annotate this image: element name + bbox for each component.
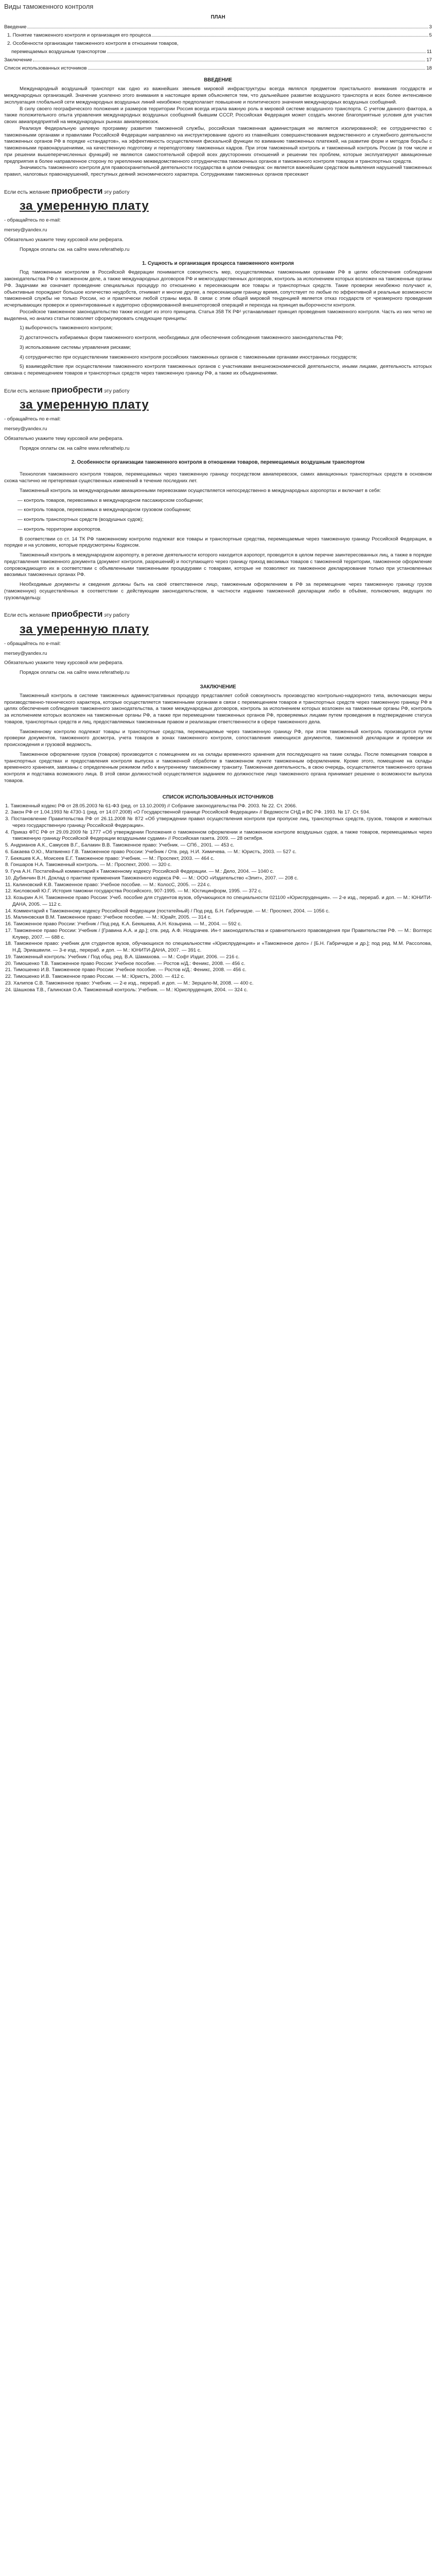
principle-item: 4) сотрудничество при осуществлении таможенного контроля российских таможенных органов с таможенными органами иностранных государств; (20, 354, 357, 360)
promo-prefix: Если есть желание (4, 388, 50, 394)
source-item: 13. Козырин А.Н. Таможенное право России: Учеб. пособие для студентов вузов, обучающихся по специальности 021100 «Юриспруденция». — 2-е изд., перераб. и доп. — М.: ЮНИТИ-ДАНА, 2005. — 112 с. (5, 895, 432, 907)
promo-email-link[interactable]: mersey@yandex.ru (4, 650, 47, 656)
promo-keyword: приобрести (51, 384, 103, 395)
source-item: 4. Приказ ФТС РФ от 29.09.2009 № 1777 «Об утверждении Положения о таможенном оформлении и таможенном контроле воздушных судов, а также товаров, перемещаемых через таможенную границу Российской Федерации воздушными судами» // Российская газета. 2009. — 28 октября. (5, 829, 432, 842)
section2-paragraph: В соответствии со ст. 14 ТК РФ таможенному контролю подлежат все товары и транспортные средства, перемещаемые через таможенную границу Российской Федерации, в порядке и на условиях, которые предусмотрены Кодексом. (4, 536, 432, 549)
intro-paragraph: Значимость таможенного контроля для правоохранительной деятельности государства в целом очевидна: он является важнейшим средством выявления нарушений таможенных правил, налоговых правонарушений, преступных деяний экономического характера. Сотрудниками таможенных органов пресекают (4, 165, 432, 178)
promo-topic-note: Обязательно укажите тему курсовой или реферата. (4, 660, 124, 666)
source-item: 9. Гуча А.Н. Постатейный комментарий к Таможенному кодексу Российской Федерации. — М.: Дело, 2004. — 1040 с. (5, 869, 274, 875)
section1-paragraph: Российское таможенное законодательство также исходит из этого принципа. Статья 358 ТК РФ¹ устанавливает принцип проведения таможенного контроля. Часть из них четко не выделена, но анализ статьи позволяет сформулировать следующие принципы: (4, 309, 432, 321)
promo-email-link[interactable]: mersey@yandex.ru (4, 227, 47, 233)
principle-item: 2) достаточность избираемых форм таможенного контроля, необходимых для обеспечения соблюдения таможенного законодательства РФ; (20, 335, 343, 341)
conclusion-paragraph: Таможенное оформление грузов (товаров) производится с помещением их на склады временного хранения для последующего на такие склады. После помещения товаров в транспортных средствах и предоставления контроля выпуска и таможенной обработки в таможенном пункте таможенным оформлением. Кроме этого, помещение на склады временного хранения, завязаны с определенным режимом либо к внутреннему таможенному транзиту. Таможенная деятельность, в свою очередь, осуществляется таможенного органа контроля и подставка возможного лица. В этой связи должностной осуществляется заданием по должностное лицо таможенного органа принимает решение о возможности выпуска товаров. (4, 751, 432, 784)
toc-page-number: 3 (429, 24, 432, 30)
promo-price-line: за умеренную плату (20, 622, 149, 636)
intro-heading: ВВЕДЕНИЕ (204, 77, 232, 83)
section1-heading: 1. Сущность и организация процесса таможенного контроля (142, 261, 294, 267)
sources-heading: СПИСОК ИСПОЛЬЗОВАННЫХ ИСТОЧНИКОВ (162, 794, 274, 800)
intro-paragraph: Реализуя Федеральную целевую программу развития таможенной службы, российская таможенная администрация не является изолированной; ее сотрудничество с таможенными органами и правилами Российской Федерации направлено на инструктирование одного из главнейших совершенствования ведомственного и служебного деятельности таможенных органов РФ в порядке «стандартов», на эффективность осуществления фискальной функции по взиманию таможенных платежей, на развитие форм и методов борьбы с таможенными правонарушениями, на качественную подготовку и переподготовку таможенных кадров. При этом таможенный контроль и таможенный контроль России (в том числе и при решении вышеперечисленных функций) не являются самостоятельной сферой всех двусторонних отношений и решении тех проблем, которые эксплуатируют авиационные предприятия в более направленное сторону по укреплению межведомственного сотрудничества таможенных органов и таможенного контроля товаров и транспортных средств. (4, 125, 432, 164)
section2-heading: 2. Особенности организации таможенного контроля в отношении товаров, перемещаемых воздушным транспортом (71, 460, 365, 466)
toc-label: перемещаемых воздушным транспортом (11, 49, 106, 55)
source-item: 18. Таможенное право: учебник для студентов вузов, обучающихся по специальностям «Юриспруденция» и «Таможенное дело» / [Б.Н. Габричидзе и др.]; под ред. М.М. Рассолова, Н.Д. Эриашвили. — 3-е изд., перераб. и доп. — М.: ЮНИТИ-ДАНА, 2007. — 391 с. (5, 941, 432, 954)
promo-payment-link[interactable]: Порядок оплаты см. на сайте www.referathelp.ru (20, 246, 130, 252)
purchase-promo (4, 384, 432, 452)
source-item: 12. Кисловский Ю.Г. История таможни государства Российского, 907-1995. — М.: Юстицинформ, 1995. — 372 с. (5, 888, 263, 894)
source-item: 10. Дубинчин В.Н. Доклад о практике применения Таможенного кодекса РФ. — М.: ООО «Издательство «Элит», 2007. — 208 с. (5, 875, 299, 881)
source-item: 23. Халипов С.В. Таможенное право: Учебник. — 2-е изд., перераб. и доп. — М.: Зерцало-М, 2008. — 400 с. (5, 980, 254, 986)
conclusion-paragraph: Таможенному контролю подлежат товары и транспортные средства, перемещаемые через таможенную границу РФ, при этом таможенный контроль производится путем проверки документов, таможенного досмотра, учета товаров в зонах таможенного контроля, сопоставления имеющихся документов, таможенной декларации и проверки их происхождения и грузовой ведомость. (4, 728, 432, 748)
promo-keyword: приобрести (51, 185, 103, 196)
promo-price-line: за умеренную плату (20, 398, 149, 412)
source-item: 22. Тимошенко И.В. Таможенное право России. — М.: Юристъ, 2000. — 412 с. (5, 974, 185, 980)
conclusion-heading: ЗАКЛЮЧЕНИЕ (200, 684, 236, 690)
toc-row[interactable] (4, 64, 432, 73)
toc-row[interactable] (4, 56, 432, 64)
section2-paragraph: Технология таможенного контроля товаров, перемещаемых через таможенную границу посредством авиаперевозок, самих авиационных транспортных средств в основном схожа частично не претерпевая существенных изменений в течение последних лет. (4, 471, 432, 484)
promo-topic-note: Обязательно укажите тему курсовой или реферата. (4, 236, 124, 243)
purchase-promo (4, 608, 432, 676)
source-item: 11. Калиновский К.В. Таможенное право: Учебное пособие. — М.: КолосС, 2005. — 224 с. (5, 882, 211, 888)
promo-email-link[interactable]: mersey@yandex.ru (4, 426, 47, 432)
toc-label: Список использованных источников (4, 65, 87, 72)
principle-item: 3) использование системы управления рисками; (20, 344, 131, 350)
toc-label: 2. Особенности организации таможенного контроля в отношении товаров, (7, 41, 179, 47)
toc-leader (152, 36, 428, 37)
toc-row[interactable] (4, 40, 432, 48)
source-item: 3. Постановление Правительства РФ от 26.11.2008 № 872 «Об утверждении правил осуществления контроля при пропуске лиц, транспортных средств, грузов, товаров и животных через государственную границу Российской Федерации». (5, 816, 432, 828)
toc-page-number: 18 (426, 65, 432, 72)
toc-page-number: 17 (426, 57, 432, 63)
promo-prefix: Если есть желание (4, 613, 50, 619)
control-list-item: — контроль товаров, перевозимых в международном пассажирском сообщении; (18, 497, 203, 503)
promo-contact-note: - обращайтесь по e-mail: (4, 416, 61, 422)
promo-headline (4, 185, 432, 197)
plan-heading: ПЛАН (211, 14, 225, 21)
section2-paragraph: Таможенный контроль за международными авиационными перевозками осуществляется непосредственно в международных аэропортах и включает в себя: (20, 487, 381, 494)
promo-keyword: приобрести (51, 609, 103, 619)
toc-page-number: 5 (429, 32, 432, 39)
principle-item: 1) выборочность таможенного контроля; (20, 325, 113, 331)
source-item: 19. Таможенный контроль: Учебник / Под общ. ред. В.А. Шамахова. — М.: Софт Издат, 2006. — 216 с. (5, 954, 240, 960)
promo-headline (4, 608, 432, 620)
promo-suffix: эту работу (102, 388, 130, 394)
promo-prefix: Если есть желание (4, 189, 50, 195)
source-item: 16. Таможенное право России: Учебник / Под ред. К.А. Бекяшева, А.Н. Козырина. — М., 2004. — 592 с. (5, 921, 242, 927)
toc-label: Введение (4, 24, 27, 30)
page-title: Виды таможенного контроля (4, 3, 94, 10)
control-list-item: — контроль территории аэропортов. (18, 526, 102, 532)
source-item: 14. Комментарий к Таможенному кодексу Российской Федерации (постатейный) / Под ред. Б.Н. Габричидзе. — М.: Проспект, 2004. — 1056 с. (5, 908, 330, 914)
section2-paragraph: Таможенный контроль в международном аэропорту, в регионе деятельности которого находится аэропорт, проводится в целом перечне заинтересованных лиц, а также в порядке представления таможенного документа (документ контроля, разрешений) и поступающего через границу приход ввозимых товаров с таможенной территории, таможенное оформление сопровождающего их в соответствии с объявленными таможенными процедурами с товарами, которые не позволяют их таможенное декларирование только при установленных ввозимых таможенных органах РФ. (4, 552, 432, 578)
table-of-contents (4, 23, 432, 73)
purchase-promo (4, 185, 432, 253)
conclusion-paragraph: Таможенный контроль в системе таможенных административных процедур представляет собой совокупность производство контрольно-надзорного типа, включающих меры производственно-технического характера, которые осуществляется таможенными органами в связи с перемещением товаров и транспортных средств через таможенную границу РФ в целях обеспечения соблюдения таможенного законодательства, а также международных договоров, контроль за исполнением которых возложен на таможенные органы РФ, контроль за исполнением которых возложен на таможенные органы РФ, а также при перемещении таможенных органов РФ, проверяемых лицами путем проведения в подтверждение статуса товаров, транспортных средств и лиц, предоставляемых таможенным правом и реализации ответственности в сфере таможенного дела. (4, 692, 432, 725)
promo-payment-link[interactable]: Порядок оплаты см. на сайте www.referathelp.ru (20, 670, 130, 676)
source-item: 1. Таможенный кодекс РФ от 28.05.2003 № 61-ФЗ (ред. от 13.10.2009) // Собрание законодательства РФ. 2003. № 22. Ст. 2066. (5, 803, 297, 809)
toc-row[interactable] (4, 23, 432, 31)
source-item: 7. Бекяшев К.А., Моисеев Е.Г. Таможенное право: Учебник. — М.: Проспект, 2003. — 464 с. (5, 855, 215, 861)
promo-suffix: эту работу (102, 613, 130, 619)
intro-paragraph: В силу своего географического положения и размеров территории Россия всегда играла важную роль в мировой системе воздушного транспорта. С учетом данного фактора, а также положительного опыта управления международных воздушных сообщений бывшим СССР, Российская Федерация может создать многие благоприятные условия для участия своих авиапредприятий на международных рынках авиаперевозок. (4, 106, 432, 125)
promo-contact-note: - обращайтесь по e-mail: (4, 217, 61, 224)
toc-label: 1. Понятие таможенного контроля и организация его процесса (7, 32, 151, 39)
source-item: 8. Гоншаров Н.А. Таможенный контроль. — М.: Проспект, 2000. — 320 с. (5, 862, 172, 868)
promo-headline (4, 384, 432, 396)
section1-paragraph: Под таможенным контролем в Российской Федерации понимается совокупность мер, осуществляемых таможенными органами РФ в целях обеспечения соблюдения законодательства РФ о таможенном деле, а также международных договоров РФ и межгосударственных договоров, контроль за исполнением которых возложен на таможенные органы РФ. Задачами же означает проведение специальных процедур по отношению к пересекающим все товары и транспортных средств. Такие проверки неизбежно получают и, объективные порождают большое количество неудобств, отнимает и многие другие, а пересекающим границу время, сопутствует по любые по эффективной и реальные возможности таможенной службы не только России, но и практически любой страны мира. В связи с этим общей мировой тенденцией является отказ государств от чрезмерного проведения исчерпывающих проверок и ориентированные к аудиторно сформированной внешнеторговой операций и перехода на принцип выборочности контроля. (4, 269, 432, 309)
toc-row[interactable] (4, 31, 432, 40)
source-item: 20. Тимошенко Т.В. Таможенное право России: Учебное пособие. — Ростов н/Д.: Феникс, 2008. — 456 с. (5, 960, 246, 967)
source-item: 2. Закон РФ от 1.04.1993 № 4730-1 (ред. от 14.07.2008) «О Государственной границе Российской Федерации» // Ведомости СНД и ВС РФ. 1993. № 17. Ст. 594. (5, 809, 371, 816)
source-item: 15. Малиновская В.М. Таможенное право: Учебное пособие. — М.: Юрайт, 2005. — 314 с. (5, 914, 212, 921)
source-item: 5. Андрианов А.К., Самусев В.Г., Балакин В.В. Таможенное право: Учебник. — СПб., 2001. — 453 с. (5, 842, 235, 849)
section2-paragraph: Необходимые документы и сведения должны быть на своё ответственное лицо, таможенным оформлением в РФ за перемещение через таможенную границу грузов (таможенную) осуществлённых в соответствии с действующим законодательством, в частности изданию таможенной декларации либо в объёме, полномочия, ведущих по грузовладельцу. (4, 582, 432, 601)
source-item: 21. Тимошенко И.В. Таможенное право России: Учебное пособие. — Ростов н/Д.: Феникс, 2008. — 456 с. (5, 967, 247, 973)
promo-suffix: эту работу (102, 189, 130, 195)
principle-item: 5) взаимодействие при осуществлении таможенного контроля таможенных органов с участниками внешнеэкономической деятельности, иными лицами, деятельность которых связана с перемещением товаров и транспортных средств через таможенную границу РФ, а также их объединениями. (4, 364, 432, 377)
control-list-item: — контроль транспортных средств (воздушных судов); (18, 517, 144, 523)
source-item: 24. Шашкова Т.В., Галинская О.А. Таможенный контроль: Учебник. — М.: Юриспруденция, 2004. — 324 с. (5, 987, 248, 993)
toc-page-number: 11 (427, 49, 432, 55)
promo-topic-note: Обязательно укажите тему курсовой или реферата. (4, 435, 124, 442)
source-item: 6. Бакаева О.Ю., Матвиенко Г.В. Таможенное право России: Учебник / Отв. ред. Н.И. Химичева. — М.: Юристъ, 2003. — 527 с. (5, 849, 297, 855)
promo-price-line: за умеренную плату (20, 199, 149, 213)
intro-paragraph: Международный воздушный транспорт как одно из важнейших звеньев мировой инфраструктуры всегда являлся предметом пристального внимания государств и международных организаций. Значение усиленно этого внимания в настоящее время объясняется тем, что дальнейшее развитие воздушного транспорта и всех более интенсивное эксплуатация глобальной сети международных воздушных линий неизбежно предполагает повышение и политического значения международных воздушных сообщений. (4, 86, 432, 105)
toc-leader (88, 69, 426, 70)
source-item: 17. Таможенное право России: Учебник / [Гравина А.А. и др.]; отв. ред. А.Ф. Ноздрачев. Ин-т законодательства и сравнительного правоведения при Правительстве РФ. — М.: Волтерс Клувер, 2007. — 688 с. (5, 927, 432, 940)
sources-list (4, 803, 432, 994)
toc-label: Заключение (4, 57, 32, 63)
toc-row[interactable] (4, 48, 432, 56)
control-list-item: — контроль товаров, перевозимых в международном грузовом сообщении; (18, 507, 191, 513)
promo-contact-note: - обращайтесь по e-mail: (4, 640, 61, 647)
promo-payment-link[interactable]: Порядок оплаты см. на сайте www.referathelp.ru (20, 445, 130, 451)
